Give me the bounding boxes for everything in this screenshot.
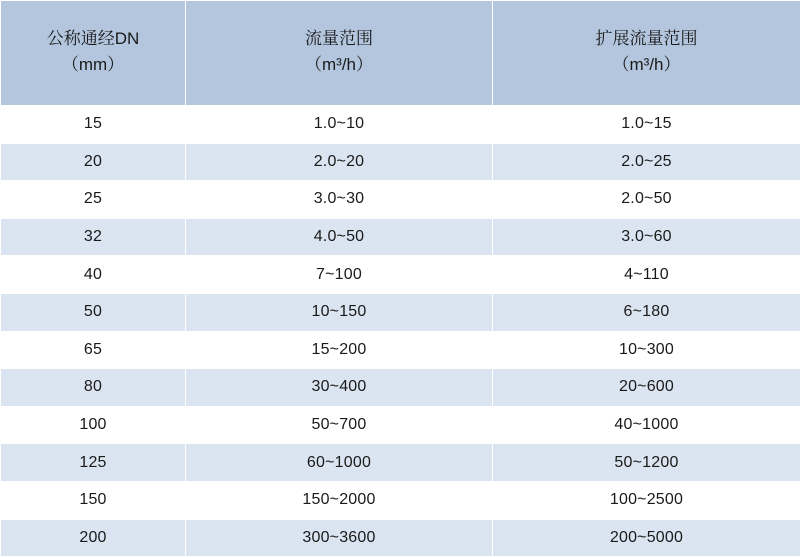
cell-extended-flow-range: 10~300 bbox=[493, 331, 800, 369]
cell-flow-range: 7~100 bbox=[186, 256, 493, 294]
cell-nominal-diameter: 150 bbox=[1, 481, 186, 519]
cell-nominal-diameter: 125 bbox=[1, 444, 186, 482]
table-row bbox=[1, 143, 800, 181]
column-header-line2: （mm） bbox=[5, 52, 181, 78]
cell-flow-range: 50~700 bbox=[186, 406, 493, 444]
table-row bbox=[1, 181, 800, 219]
cell-flow-range: 15~200 bbox=[186, 331, 493, 369]
table-header-row bbox=[1, 1, 800, 106]
cell-extended-flow-range: 100~2500 bbox=[493, 481, 800, 519]
column-header-line1: 公称通经DN bbox=[5, 26, 181, 52]
cell-nominal-diameter: 65 bbox=[1, 331, 186, 369]
table-row bbox=[1, 256, 800, 294]
table-row bbox=[1, 519, 800, 557]
table-row bbox=[1, 369, 800, 407]
cell-extended-flow-range: 4~110 bbox=[493, 256, 800, 294]
cell-extended-flow-range: 20~600 bbox=[493, 369, 800, 407]
cell-extended-flow-range: 2.0~50 bbox=[493, 181, 800, 219]
table-row bbox=[1, 331, 800, 369]
cell-flow-range: 3.0~30 bbox=[186, 181, 493, 219]
cell-extended-flow-range: 6~180 bbox=[493, 293, 800, 331]
table-row bbox=[1, 293, 800, 331]
column-header-extended-flow-range bbox=[493, 1, 800, 106]
column-header-nominal-diameter bbox=[1, 1, 186, 106]
cell-nominal-diameter: 25 bbox=[1, 181, 186, 219]
cell-extended-flow-range: 2.0~25 bbox=[493, 143, 800, 181]
cell-nominal-diameter: 32 bbox=[1, 218, 186, 256]
cell-extended-flow-range: 40~1000 bbox=[493, 406, 800, 444]
table-row bbox=[1, 406, 800, 444]
cell-flow-range: 300~3600 bbox=[186, 519, 493, 557]
cell-flow-range: 30~400 bbox=[186, 369, 493, 407]
cell-nominal-diameter: 100 bbox=[1, 406, 186, 444]
cell-extended-flow-range: 200~5000 bbox=[493, 519, 800, 557]
column-header-line2: （m³/h） bbox=[190, 52, 488, 78]
cell-extended-flow-range: 50~1200 bbox=[493, 444, 800, 482]
cell-extended-flow-range: 3.0~60 bbox=[493, 218, 800, 256]
cell-flow-range: 2.0~20 bbox=[186, 143, 493, 181]
cell-flow-range: 1.0~10 bbox=[186, 106, 493, 144]
cell-flow-range: 10~150 bbox=[186, 293, 493, 331]
column-header-flow-range bbox=[186, 1, 493, 106]
cell-extended-flow-range: 1.0~15 bbox=[493, 106, 800, 144]
cell-flow-range: 60~1000 bbox=[186, 444, 493, 482]
cell-flow-range: 4.0~50 bbox=[186, 218, 493, 256]
column-header-line1: 扩展流量范围 bbox=[497, 26, 796, 52]
table-row bbox=[1, 106, 800, 144]
cell-nominal-diameter: 15 bbox=[1, 106, 186, 144]
cell-nominal-diameter: 80 bbox=[1, 369, 186, 407]
table-row bbox=[1, 218, 800, 256]
cell-nominal-diameter: 40 bbox=[1, 256, 186, 294]
cell-nominal-diameter: 20 bbox=[1, 143, 186, 181]
table-row bbox=[1, 444, 800, 482]
table-header bbox=[1, 1, 800, 106]
table-body bbox=[1, 106, 800, 557]
cell-flow-range: 150~2000 bbox=[186, 481, 493, 519]
table-row bbox=[1, 481, 800, 519]
cell-nominal-diameter: 200 bbox=[1, 519, 186, 557]
cell-nominal-diameter: 50 bbox=[1, 293, 186, 331]
column-header-line1: 流量范围 bbox=[190, 26, 488, 52]
column-header-line2: （m³/h） bbox=[497, 52, 796, 78]
